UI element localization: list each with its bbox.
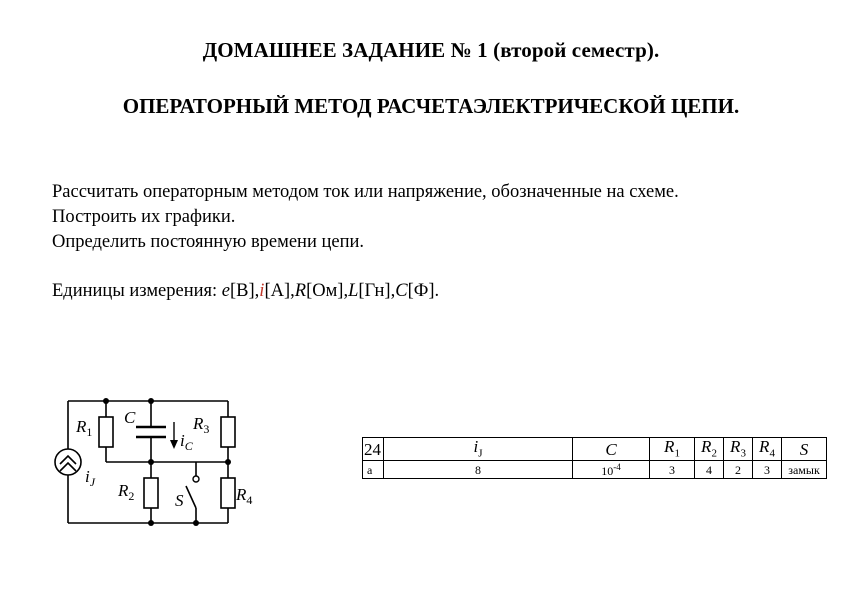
instruction-line-3: Определить постоянную времени цепи. — [52, 232, 365, 252]
unit-symbol-c: C — [395, 281, 408, 301]
unit-e: [В], — [230, 281, 260, 301]
current-arrow-icon — [170, 422, 178, 449]
switch-icon — [186, 476, 199, 508]
instruction-line-2: Построить их графики. — [52, 207, 236, 227]
header-r4: $R_4$ — [753, 438, 782, 461]
label-r3: $R_3$ — [193, 414, 210, 436]
cell-r3: 2 — [724, 461, 753, 479]
parameters-table — [362, 437, 827, 479]
header-c: C — [573, 438, 650, 461]
label-s: S — [175, 491, 184, 510]
units-line — [52, 281, 439, 302]
header-r3: $R_3$ — [724, 438, 753, 461]
resistor-r4-icon — [221, 478, 235, 508]
header-ij: $i_J$ — [384, 438, 573, 461]
label-ij: $i_J$ — [85, 467, 96, 489]
header-r1: $R_1$ — [650, 438, 695, 461]
unit-r: [Ом], — [306, 281, 349, 301]
header-r2: $R_2$ — [695, 438, 724, 461]
label-r4: $R_4$ — [236, 485, 253, 507]
cell-s: замык — [782, 461, 827, 479]
capacitor-icon — [136, 427, 166, 437]
unit-c: [Ф]. — [407, 281, 440, 301]
page-title: ДОМАШНЕЕ ЗАДАНИЕ № 1 (второй семестр). — [202, 38, 660, 62]
unit-l: [Гн], — [358, 281, 396, 301]
header-variant-number: 24 — [363, 438, 384, 461]
resistor-r2-icon — [144, 478, 158, 508]
resistor-r3-icon — [221, 417, 235, 447]
cell-ij: 8 — [384, 461, 573, 479]
cell-r1: 3 — [650, 461, 695, 479]
cell-variant: а — [363, 461, 384, 479]
header-s: S — [782, 438, 827, 461]
circuit-diagram — [50, 392, 270, 532]
label-ic: $i_C$ — [180, 431, 193, 453]
cell-c: $10^{-4}$ — [573, 461, 650, 479]
resistor-r1-icon — [99, 417, 113, 447]
label-r2: $R_2$ — [118, 481, 135, 503]
table-row — [363, 461, 827, 479]
page-subtitle: ОПЕРАТОРНЫЙ МЕТОД РАСЧЕТАЭЛЕКТРИЧЕСКОЙ ЦЕПИ. — [122, 94, 740, 118]
cell-r4: 3 — [753, 461, 782, 479]
unit-symbol-e: e — [221, 281, 230, 301]
unit-i: [А], — [264, 281, 295, 301]
current-source-icon — [55, 449, 81, 475]
unit-symbol-r: R — [294, 281, 307, 301]
unit-symbol-i: i — [259, 281, 265, 301]
unit-symbol-l: L — [348, 281, 359, 301]
instruction-line-1: Рассчитать операторным методом ток или напряжение, обозначенные на схеме. — [52, 182, 679, 202]
units-label: Единицы измерения: — [52, 281, 222, 301]
label-c: C — [124, 408, 136, 427]
table-header-row — [363, 438, 827, 461]
cell-r2: 4 — [695, 461, 724, 479]
label-r1: $R_1$ — [76, 417, 93, 439]
